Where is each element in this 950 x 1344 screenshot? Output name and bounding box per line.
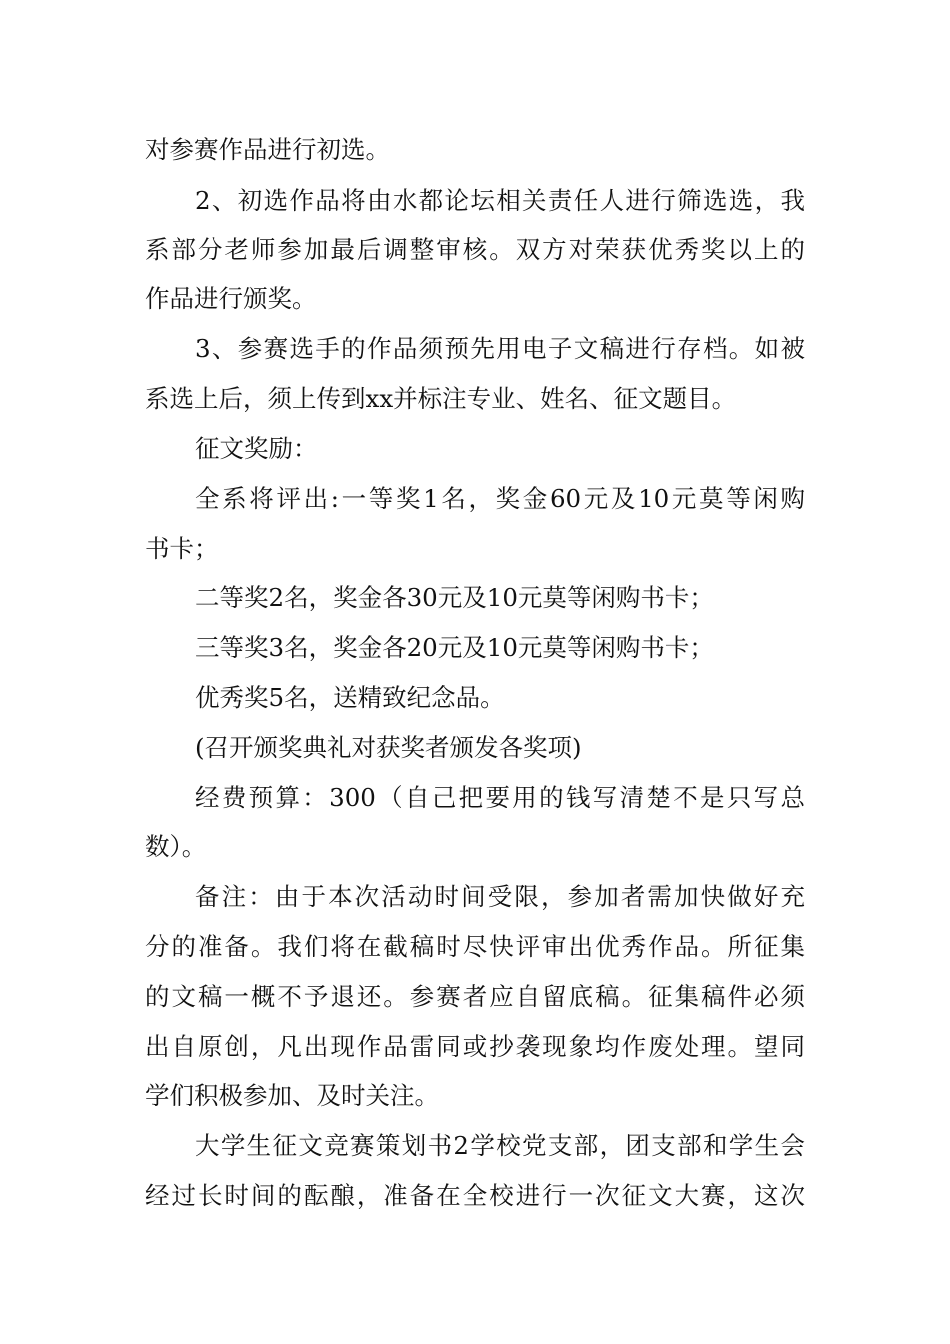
text-line: 出自原创，凡出现作品雷同或抄袭现象均作废处理。望同: [145, 1032, 805, 1061]
text-line: 2、初选作品将由水都论坛相关责任人进行筛选选，我: [195, 186, 805, 215]
text-line: 分的准备。我们将在截稿时尽快评审出优秀作品。所征集: [145, 932, 805, 961]
text-line: 的文稿一概不予退还。参赛者应自留底稿。征集稿件必须: [145, 982, 805, 1011]
text-line: (召开颁奖典礼对获奖者颁发各奖项): [195, 733, 582, 762]
text-line: 优秀奖5名，送精致纪念品。: [195, 683, 505, 712]
text-line: 书卡；: [145, 534, 219, 563]
text-line: 对参赛作品进行初选。: [145, 135, 390, 164]
text-line: 征文奖励：: [195, 434, 318, 463]
text-line: 三等奖3名，奖金各20元及10元莫等闲购书卡；: [195, 633, 714, 662]
text-line: 学们积极参加、及时关注。: [145, 1081, 439, 1110]
text-line: 3、参赛选手的作品须预先用电子文稿进行存档。如被: [195, 334, 805, 363]
text-line: 二等奖2名，奖金各30元及10元莫等闲购书卡；: [195, 583, 714, 612]
text-line: 系部分老师参加最后调整审核。双方对荣获优秀奖以上的: [145, 235, 805, 264]
text-line: 备注：由于本次活动时间受限，参加者需加快做好充: [195, 882, 805, 911]
text-line: 作品进行颁奖。: [145, 284, 317, 313]
text-line: 经过长时间的酝酿，准备在全校进行一次征文大赛，这次: [145, 1181, 805, 1210]
text-line: 系选上后，须上传到xx并标注专业、姓名、征文题目。: [145, 384, 737, 413]
text-line: 经费预算：300（自己把要用的钱写清楚不是只写总: [195, 783, 805, 812]
text-line: 全系将评出:一等奖1名，奖金60元及10元莫等闲购: [195, 484, 805, 513]
text-line: 数）。: [145, 832, 207, 861]
text-line: 大学生征文竞赛策划书2学校党支部，团支部和学生会: [195, 1131, 805, 1160]
